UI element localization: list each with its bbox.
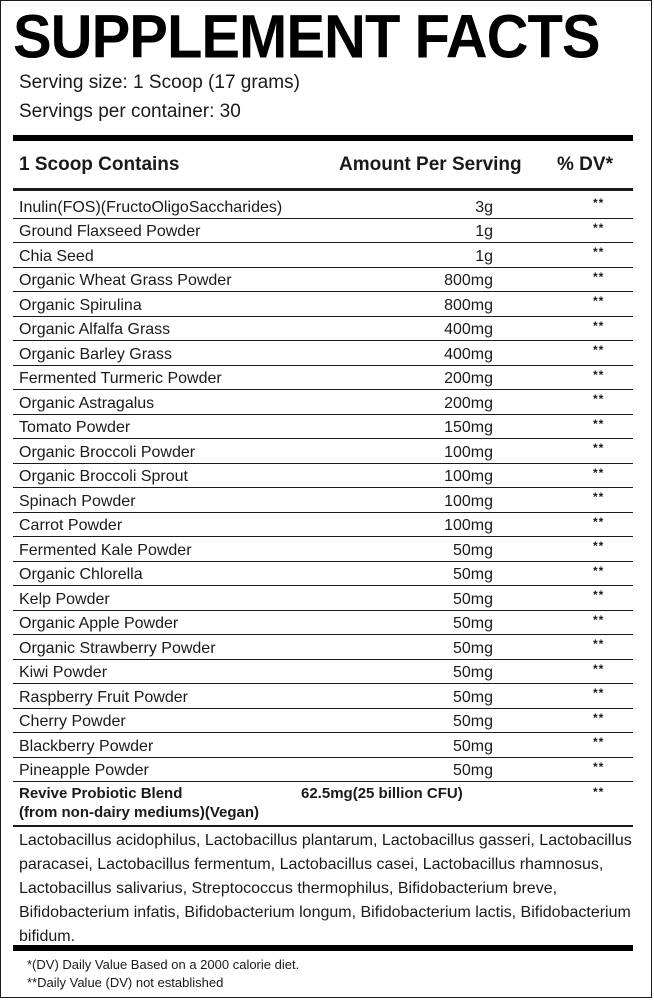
ingredient-name: Organic Astragalus — [19, 394, 155, 412]
ingredient-amount: 1g — [475, 223, 493, 240]
header-dv: % DV* — [557, 154, 613, 175]
bottom-divider — [13, 945, 633, 951]
ingredient-row — [13, 733, 633, 758]
ingredient-row — [13, 758, 633, 783]
ingredient-dv: ** — [593, 759, 605, 774]
ingredient-name: Ground Flaxseed Powder — [19, 223, 201, 240]
ingredient-amount: 50mg — [452, 639, 493, 657]
ingredient-row — [13, 194, 633, 219]
ingredient-name: Inulin(FOS)(FructoOligoSaccharides) — [19, 198, 283, 216]
ingredient-dv: ** — [593, 367, 605, 382]
ingredient-amount: 50mg — [452, 541, 493, 559]
ingredient-list — [13, 194, 633, 782]
blend-divider — [13, 825, 633, 827]
ingredient-name: Blackberry Powder — [19, 737, 154, 755]
ingredient-name: Fermented Kale Powder — [19, 541, 192, 559]
footnote-dv-basis: *(DV) Daily Value Based on a 2000 calorie diet. — [27, 957, 300, 972]
blend-name: Revive Probiotic Blend — [19, 785, 183, 802]
ingredient-amount: 3g — [475, 198, 493, 216]
ingredient-amount: 50mg — [452, 713, 493, 730]
ingredient-dv: ** — [593, 490, 605, 504]
servings-per-container: Servings per container: 30 — [19, 101, 241, 122]
ingredient-amount: 100mg — [444, 468, 493, 485]
ingredient-row — [13, 562, 633, 587]
ingredient-row — [13, 292, 633, 317]
ingredient-amount: 100mg — [444, 517, 493, 534]
ingredient-row — [13, 660, 633, 685]
ingredient-amount: 200mg — [444, 370, 493, 387]
ingredient-name: Tomato Powder — [19, 419, 131, 436]
ingredient-row — [13, 513, 633, 538]
ingredient-row — [13, 635, 633, 660]
ingredient-name: Kiwi Powder — [19, 664, 108, 681]
ingredient-amount: 800mg — [444, 296, 493, 314]
probiotic-blend-row — [19, 784, 633, 824]
header-amount: Amount Per Serving — [339, 154, 522, 175]
ingredient-dv: ** — [593, 441, 605, 455]
ingredient-dv: ** — [593, 269, 605, 284]
ingredient-row — [13, 464, 633, 489]
ingredient-row — [13, 366, 633, 391]
blend-amount: 62.5mg(25 billion CFU) — [301, 785, 463, 802]
ingredient-amount: 50mg — [452, 762, 493, 779]
ingredient-dv: ** — [593, 563, 605, 578]
ingredient-amount: 200mg — [444, 394, 493, 412]
ingredient-amount: 800mg — [444, 272, 493, 289]
ingredient-name: Organic Barley Grass — [19, 345, 172, 363]
ingredient-row — [13, 317, 633, 342]
ingredient-dv: ** — [593, 220, 605, 235]
ingredient-row — [13, 439, 633, 464]
ingredient-dv: ** — [593, 612, 605, 627]
panel-title: SUPPLEMENT FACTS — [13, 3, 600, 72]
ingredient-dv: ** — [593, 416, 605, 431]
header-divider — [13, 188, 633, 191]
ingredient-row — [13, 219, 633, 244]
ingredient-amount: 50mg — [452, 566, 493, 583]
ingredient-dv: ** — [593, 637, 605, 651]
ingredient-amount: 100mg — [444, 492, 493, 510]
ingredient-row — [13, 586, 633, 611]
ingredient-dv: ** — [593, 686, 605, 700]
ingredient-name: Kelp Powder — [19, 590, 110, 608]
ingredient-amount: 400mg — [444, 321, 493, 338]
ingredient-dv: ** — [593, 294, 605, 308]
ingredient-name: Carrot Powder — [19, 517, 123, 534]
header-contains: 1 Scoop Contains — [19, 154, 180, 175]
ingredient-name: Organic Strawberry Powder — [19, 639, 216, 657]
ingredient-dv: ** — [593, 661, 605, 676]
ingredient-dv: ** — [593, 318, 605, 333]
ingredient-row — [13, 341, 633, 366]
ingredient-amount: 50mg — [452, 688, 493, 706]
table-header — [19, 151, 633, 179]
ingredient-amount: 100mg — [444, 443, 493, 461]
top-divider — [13, 135, 633, 141]
ingredient-dv: ** — [593, 465, 605, 480]
ingredient-name: Cherry Powder — [19, 713, 126, 730]
ingredient-amount: 50mg — [452, 590, 493, 608]
ingredient-name: Organic Broccoli Powder — [19, 443, 196, 461]
ingredient-name: Organic Wheat Grass Powder — [19, 272, 232, 289]
ingredient-row — [13, 243, 633, 268]
ingredient-amount: 400mg — [444, 345, 493, 363]
ingredient-dv: ** — [593, 539, 605, 553]
ingredient-row — [13, 390, 633, 415]
ingredient-amount: 50mg — [452, 737, 493, 755]
ingredient-dv: ** — [593, 245, 605, 259]
ingredient-dv: ** — [593, 710, 605, 725]
ingredient-row — [13, 268, 633, 293]
ingredient-dv: ** — [593, 343, 605, 357]
ingredient-amount: 1g — [475, 247, 493, 265]
ingredient-amount: 50mg — [452, 664, 493, 681]
ingredient-amount: 150mg — [444, 419, 493, 436]
ingredient-row — [13, 611, 633, 636]
ingredient-name: Raspberry Fruit Powder — [19, 688, 188, 706]
ingredient-dv: ** — [593, 196, 605, 210]
ingredient-row — [13, 415, 633, 440]
blend-dv: ** — [593, 785, 605, 799]
ingredient-name: Fermented Turmeric Powder — [19, 370, 222, 387]
ingredient-name: Spinach Powder — [19, 492, 136, 510]
ingredient-amount: 50mg — [452, 615, 493, 632]
ingredient-name: Organic Broccoli Sprout — [19, 468, 188, 485]
footnote-dv-not-established: **Daily Value (DV) not established — [27, 975, 224, 990]
ingredient-name: Chia Seed — [19, 247, 94, 265]
ingredient-dv: ** — [593, 514, 605, 529]
ingredient-name: Pineapple Powder — [19, 762, 149, 779]
ingredient-name: Organic Spirulina — [19, 296, 142, 314]
ingredient-name: Organic Chlorella — [19, 566, 143, 583]
ingredient-name: Organic Alfalfa Grass — [19, 321, 171, 338]
ingredient-name: Organic Apple Powder — [19, 615, 179, 632]
ingredient-dv: ** — [593, 588, 605, 602]
ingredient-row — [13, 709, 633, 734]
ingredient-row — [13, 537, 633, 562]
ingredient-dv: ** — [593, 735, 605, 749]
ingredient-row — [13, 488, 633, 513]
ingredient-dv: ** — [593, 392, 605, 406]
ingredient-row — [13, 684, 633, 709]
probiotic-strains: Lactobacillus acidophilus, Lactobacillus plantarum, Lactobacillus gasseri, Lactobacillus paracasei, Lactobacillus fermentum, Lactobacillus casei, Lactobacillus rhamnosus, Lactobacillus salivarius, Streptococcus thermophilus, Bifidobacterium breve, Bifidobacterium infatis, Bifidobacterium longum, Bifidobacterium lactis, Bifidobacterium bifidum. — [19, 832, 632, 945]
blend-subtitle: (from non-dairy mediums)(Vegan) — [19, 804, 260, 821]
serving-size: Serving size: 1 Scoop (17 grams) — [19, 72, 300, 93]
